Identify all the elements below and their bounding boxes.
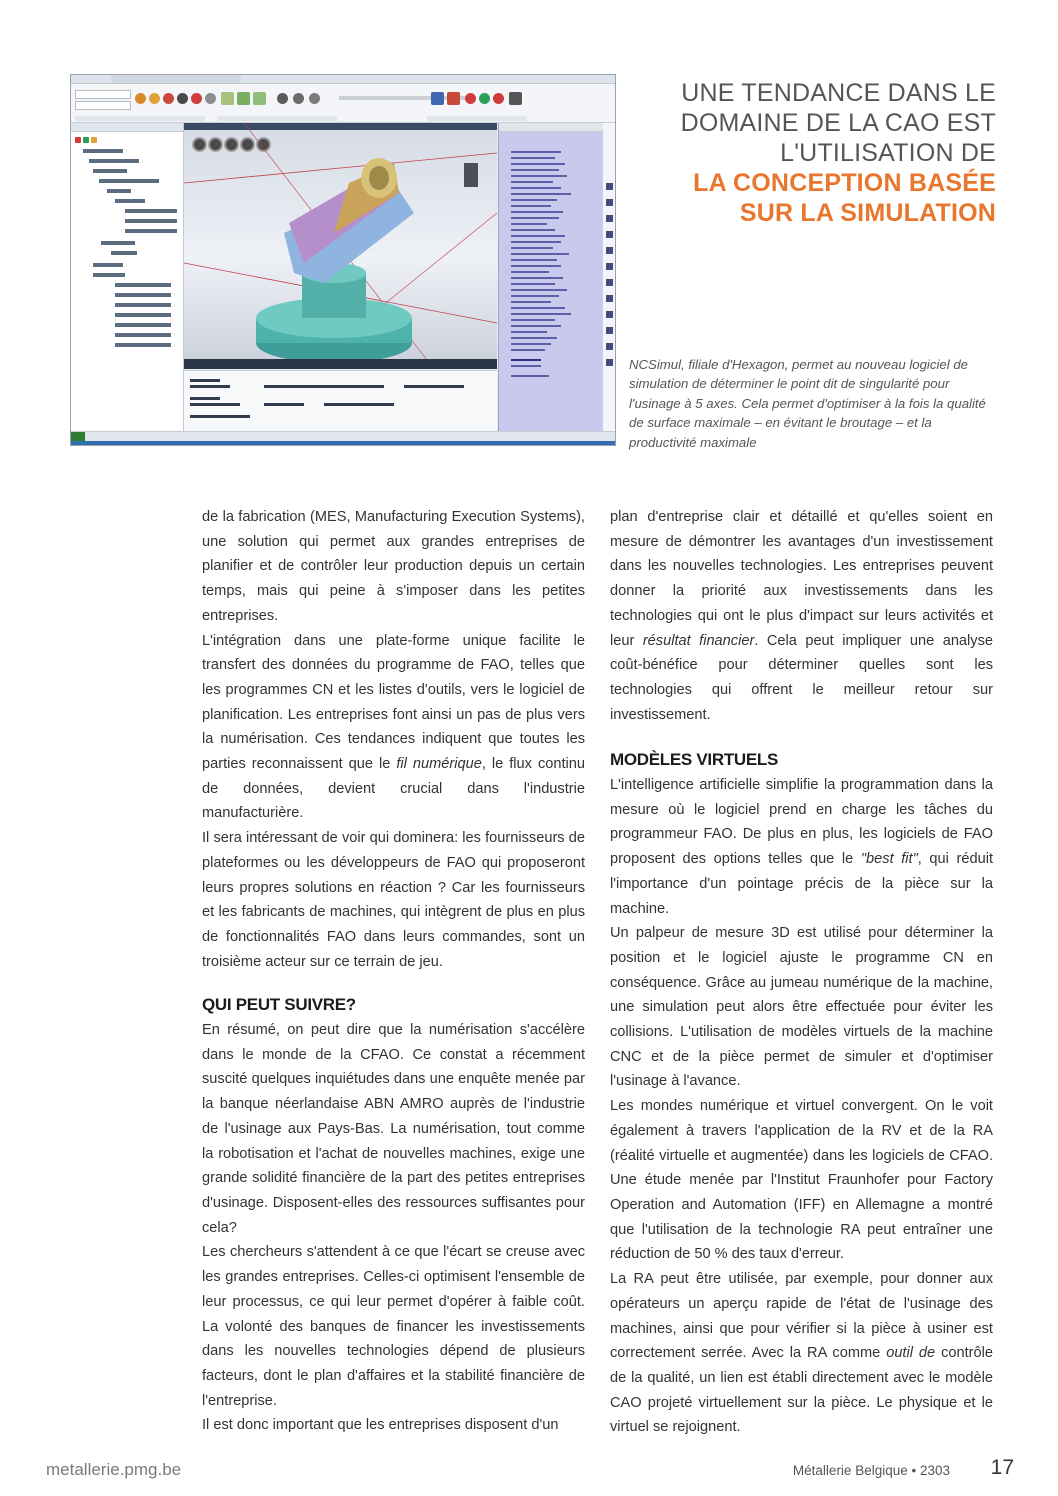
headline-line-2: DOMAINE DE LA CAO EST <box>680 109 996 137</box>
screenshot-ribbon <box>71 84 615 123</box>
article-column-left <box>202 505 585 1438</box>
paragraph: L'intelligence artificielle simplifie la programmation dans la mesure où le logiciel prend en charge les tâches du programmeur FAO. De plus en plus, les logiciels de FAO proposent des options telles que le "best fit", qui réduit l'importance d'un pointage précis de la pièce sur la machine. <box>610 777 993 917</box>
headline-accent-2: SUR LA SIMULATION <box>739 199 996 227</box>
paragraph: Il est donc important que les entreprises disposent d'un <box>202 1417 559 1434</box>
paragraph: En résumé, on peut dire que la numérisation s'accélère dans le monde de la CFAO. Ce constat a récemment suscité quelques inquiétudes dans une enquête menée par la banque néerlandaise ABN AMRO auprès de l'industrie de l'usinage aux Pays-Bas. La numérisation, tout comme la robotisation et l'achat de nouvelles machines, exige une grande solidité financière de la part des petites entreprises d'usinage. Disposent-elles des ressources suffisantes pour cela? <box>202 1022 585 1236</box>
footer-website-link[interactable]: metallerie.pmg.be <box>46 1460 182 1479</box>
section-heading-modeles-virtuels: MODÈLES VIRTUELS <box>610 750 779 770</box>
page-number: 17 <box>990 1456 1014 1479</box>
headline-line-3: L'UTILISATION DE <box>780 139 996 167</box>
emphasis: fil numérique <box>396 756 482 773</box>
headline-line-1: UNE TENDANCE DANS LE <box>681 79 996 107</box>
cad-simulation-screenshot <box>70 74 616 446</box>
process-status-panel <box>184 370 497 434</box>
paragraph: Il sera intéressant de voir qui dominera: les fournisseurs de plateformes ou les développeurs de FAO qui proposeront leurs propres solutions en réaction ? Car les fournisseurs et les fabricants de machines, qui intègrent de plus en plus de fonctionnalités FAO dans leurs commandes, sont un troisième acteur sur ce terrain de jeu. <box>202 830 585 970</box>
headline-accent-1: LA CONCEPTION BASÉE <box>693 169 996 197</box>
figure-caption: NCSimul, filiale d'Hexagon, permet au nouveau logiciel de simulation de déterminer le point dit de singularité pour l'usinage à 5 axes. Cela permet d'optimiser à la fois la qualité de surface maximale – en évitant le broutage – et la productivité maximale <box>629 357 986 450</box>
paragraph: plan d'entreprise clair et détaillé et qu'elles soient en mesure de démontrer les avantages d'un investissement dans les nouvelles technologies. Les entreprises peuvent donner la priorité aux investissements dans les technologies qui ont le plus d'impact sur leurs activités et leur résultat financier. Cela peut impliquer une analyse coût-bénéfice pour déterminer quelles sont les technologies qui offrent le meilleur retour sur investissement. <box>610 509 994 723</box>
nc-program-panel <box>498 123 603 433</box>
emphasis: outil de <box>886 1345 936 1362</box>
section-heading-qui-peut-suivre: QUI PEUT SUIVRE? <box>202 995 356 1015</box>
emphasis: "best fit" <box>860 851 918 868</box>
paragraph: Les mondes numérique et virtuel convergent. On le voit également à travers l'application de la RV et de la RA (réalité virtuelle et augmentée) dans les logiciels de CFAO. Une étude menée par l'Institut Fraunhofer pour Factory Operation and Automation (IFF) en Allemagne a montré que l'utilisation de la technologie RA peut entraîner une réduction de 50 % des taux d'erreur. <box>610 1098 993 1263</box>
paragraph: Un palpeur de mesure 3D est utilisé pour déterminer la position et le logiciel ajuste le programme CN en conséquence. Grâce au jumeau numérique de la machine, une simulation peut alors être effectuée pour éviter les collisions. L'utilisation de modèles virtuels de la machine CNC et de la pièce permet de simuler et d'optimiser l'usinage à l'avance. <box>610 925 993 1090</box>
pull-quote-headline <box>636 78 996 228</box>
paragraph: de la fabrication (MES, Manufacturing Execution Systems), une solution qui permet aux grandes entreprises de planifier et de contrôler leur production depuis un certain temps, mais qui peine à s'imposer dans les petites entreprises. <box>202 509 585 624</box>
program-toolbar <box>603 123 616 433</box>
screenshot-titlebar <box>71 75 615 84</box>
paragraph: La RA peut être utilisée, par exemple, pour donner aux opérateurs un aperçu rapide de l'état de l'usinage des machines, ainsi que pour vérifier si la pièce à usiner est correctement serrée. Avec la RA comme outil de contrôle de la qualité, un lien est établi directement avec le modèle CAO projeté virtuellement sur la pièce. Le physique et le virtuel se rejoignent. <box>610 1271 993 1436</box>
3d-viewport <box>184 123 497 369</box>
footer-publication: Métallerie Belgique • 2303 <box>792 1463 950 1478</box>
machine-model-drawing <box>184 123 497 369</box>
article-column-right <box>610 505 993 1440</box>
paragraph: Les chercheurs s'attendent à ce que l'écart se creuse avec les grandes entreprises. Celles-ci optimisent l'ensemble de leur processus, ce qui leur permet d'opérer à faible coût. La volonté des banques de financer les investissements dans les nouvelles technologies dépend de plusieurs facteurs, dont le plan d'affaires et la stabilité financière de l'entreprise. <box>202 1244 585 1409</box>
paragraph: L'intégration dans une plate-forme unique facilite le transfert des données du programme de FAO, telles que les programmes CN et les listes d'outils, vers le logiciel de planification. Les entreprises font ainsi un pas de plus vers la numérisation. Ces tendances indiquent que toutes les parties reconnaissent que le fil numérique, le flux continu de données, devient crucial dans l'industrie manufacturière. <box>202 632 585 822</box>
emphasis: résultat financier <box>642 632 755 649</box>
process-tree-panel <box>71 123 184 433</box>
screenshot-taskbar <box>71 431 615 445</box>
